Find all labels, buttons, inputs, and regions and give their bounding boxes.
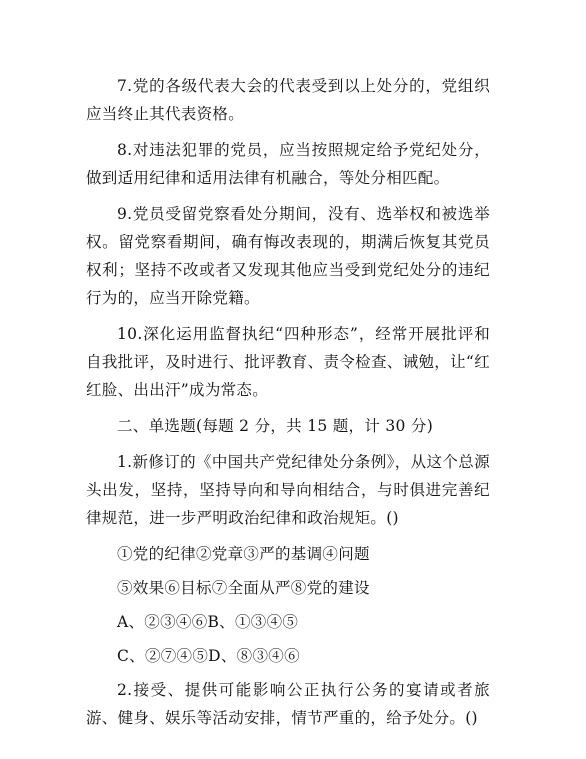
paragraph-item-8: 8.对违法犯罪的党员，应当按照规定给予党纪处分，做到适用纪律和适用法律有机融合，等处分相匹配。 bbox=[86, 141, 490, 187]
question-1-options-line-1: ①党的纪律②党章③严的基调④问题 bbox=[117, 545, 370, 563]
paragraph-item-10: 10.深化运用监督执纪“四种形态”，经常开展批评和自我批评，及时进行、批评教育、责令检查、诫勉，让“红红脸、出出汗”成为常态。 bbox=[86, 325, 490, 399]
question-1-options-line-2: ⑤效果⑥目标⑦全面从严⑧党的建设 bbox=[117, 579, 370, 597]
paragraph-item-9: 9.党员受留党察看处分期间，没有、选举权和被选举权。留党察看期间，确有悔改表现的，期满后恢复其党员权利；坚持不改或者又发现其他应当受到党纪处分的违纪行为的，应当开除党籍。 bbox=[86, 205, 490, 307]
question-2: 2.接受、提供可能影响公正执行公务的宴请或者旅游、健身、娱乐等活动安排，情节严重的，给予处分。() bbox=[86, 681, 490, 727]
question-1: 1.新修订的《中国共产党纪律处分条例》，从这个总源头出发，坚持，坚持导向和导向相结合，与时俱进完善纪律规范，进一步严明政治纪律和政治规矩。() bbox=[86, 453, 490, 527]
question-1-choices-cd: C、②⑦④⑤D、⑧③④⑥ bbox=[117, 647, 300, 665]
question-1-choices-ab: A、②③④⑥B、①③④⑤ bbox=[117, 613, 299, 631]
paragraph-item-7: 7.党的各级代表大会的代表受到以上处分的，党组织应当终止其代表资格。 bbox=[86, 77, 490, 123]
section-heading-single-choice: 二、单选题(每题 2 分，共 15 题，计 30 分) bbox=[117, 417, 434, 435]
